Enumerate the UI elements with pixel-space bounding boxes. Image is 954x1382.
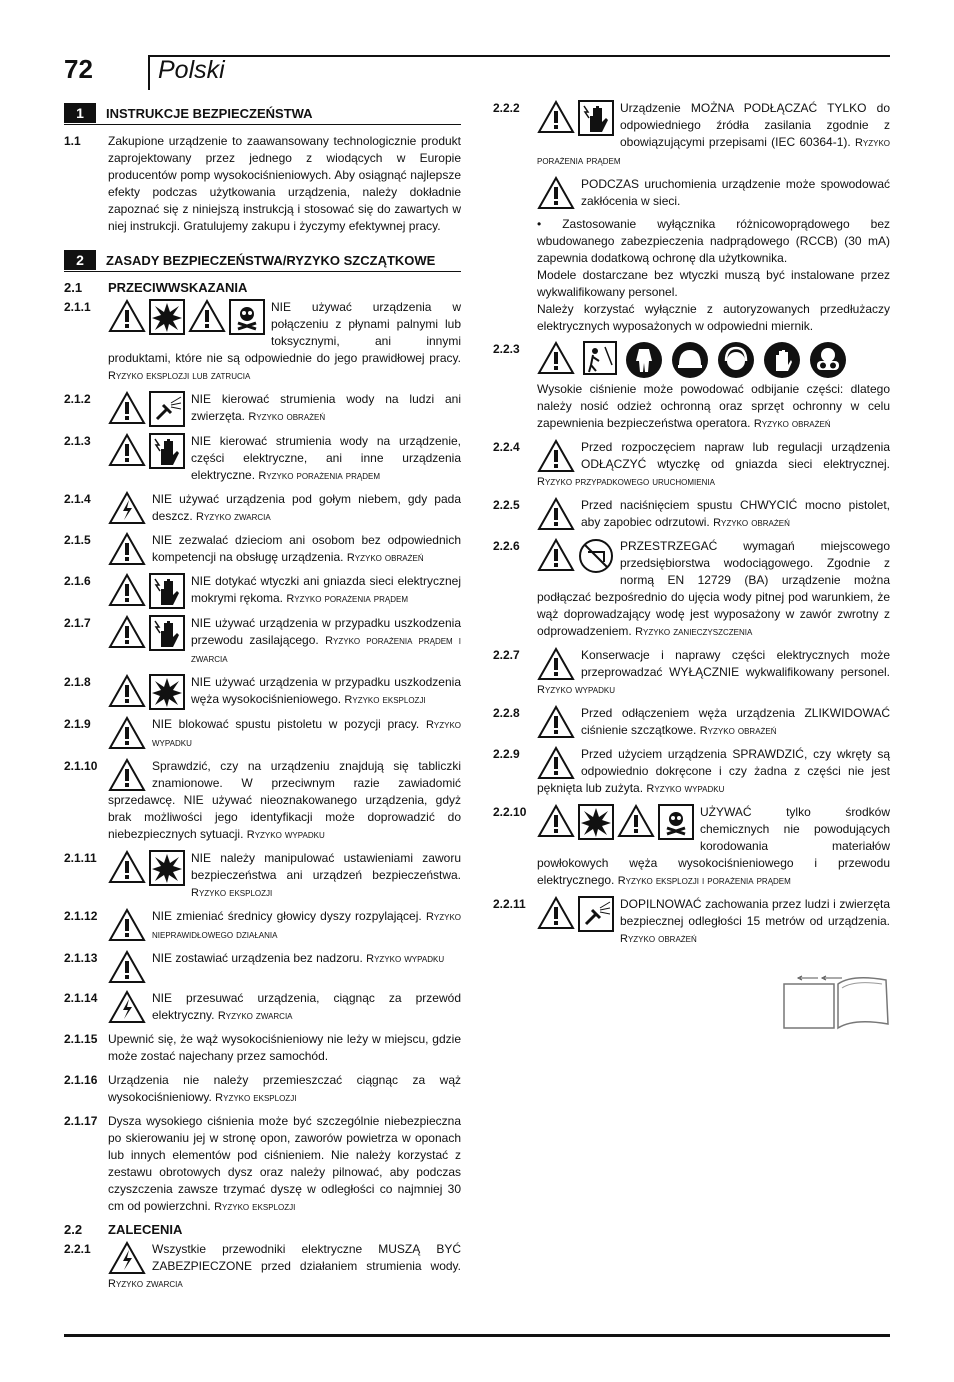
warning-icon (108, 391, 146, 425)
risk-label: Ryzyko eksplozji (191, 887, 273, 899)
item-2-1-7: 2.1.7 NIE używać urządzenia w przypadku uszkodzenia przewodu zasilającego. Ryzyko porażenia prądem i zwarcia (64, 616, 461, 665)
item-2-1-12: 2.1.12 NIE zmieniać średnicy głowicy dyszy rozpylającej. Ryzyko nieprawidłowego działania (64, 909, 461, 941)
rebound-icon (583, 341, 617, 375)
item-text: UŻYWAĆ tylko środków chemicznych nie powodujących korodowania materiałów powłokowych węża wysokociśnieniowego i przewodu elektrycznego. (537, 805, 890, 887)
explosion-icon (149, 299, 185, 335)
item-text: Konserwacje i naprawy części elektrycznych może przeprowadzać WYŁĄCZNIE wykwalifikowany personel. (581, 648, 890, 679)
warning-icon (108, 532, 146, 566)
header-rule (148, 55, 890, 57)
item-2-2-11: 2.2.11 DOPILNOWAĆ zachowania przez ludzi i zwierzęta bezpiecznej odległości 15 metrów od urządzenia. Ryzyko obrażeń (493, 897, 890, 945)
item-2-1-6: 2.1.6 NIE dotykać wtyczki ani gniazda sieci elektrycznej mokrymi rękoma. Ryzyko porażenia prądem (64, 573, 461, 609)
rccb-note: • Zastosowanie wyłącznika różnicowoprądowego bez wbudowanego zabezpieczenia nadprądowego (RCCB) (30 mA) zapewnia dodatkową ochronę dla użytkownika. (537, 217, 890, 265)
item-text: NIE kierować strumienia wody na ludzi ani zwierzęta. (191, 392, 461, 423)
warning-icons (108, 908, 146, 942)
item-text: Sprawdzić, czy na urządzeniu znajdują się tabliczki znamionowe. W przeciwnym razie zawiadomić sprzedawcę. NIE używać nieoznakowanego urządzenia, gdyż brak możliwości jego identyfikacji może doprowadzić do niebezpiecznych sytuacji. (108, 759, 461, 841)
extension-note: Należy korzystać wyłącznie z autoryzowanych przedłużaczy elektrycznych wyposażonych w odpowiedni miernik. (537, 302, 890, 333)
warning-icon (108, 908, 146, 942)
warning-icon (108, 433, 146, 467)
goggles-icon (809, 341, 847, 379)
item-text: NIE zostawiać urządzenia bez nadzoru. (152, 951, 363, 965)
risk-label: Ryzyko eksplozji (215, 1092, 297, 1104)
risk-label: Ryzyko zanieczyszczenia (635, 626, 753, 638)
subsection-2-1: 2.1 PRZECIWWSKAZANIA (64, 280, 248, 295)
item-text: NIE należy manipulować ustawieniami zaworu bezpieczeństwa ani urządzeń bezpieczeństwa. (191, 851, 461, 882)
item-text: NIE używać urządzenia w przypadku uszkodzenia przewodu zasilającego. (191, 616, 461, 647)
risk-label: Ryzyko obrażeń (346, 552, 424, 564)
warning-icon (537, 647, 575, 681)
item-text: Przed odłączeniem węża urządzenia ZLIKWIDOWAĆ ciśnienie szczątkowe. (581, 706, 890, 737)
warning-icon (537, 705, 575, 739)
no-backflow-icon (578, 538, 614, 574)
warning-icon (108, 950, 146, 984)
explosion-icon (149, 674, 185, 710)
risk-label: Ryzyko obrażeń (699, 725, 777, 737)
warning-icons (537, 896, 614, 932)
electric-warning-icon (108, 491, 146, 525)
page-number: 72 (64, 54, 93, 84)
item-2-2-10: 2.2.10 UŻYWAĆ tylko środków chemicznych nie powodujących korodowania materiałów powłokowych węża wysokociśnieniowego i przewodu elektrycznego. Ryzyko eksplozji i porażenia prądem (493, 805, 890, 887)
warning-icon (108, 758, 146, 792)
item-text: Przed użyciem urządzenia SPRAWDZIĆ, czy wkręty są odpowiednio dokręcone i czy żadna z części nie jest pęknięta lub zużyta. (537, 747, 890, 795)
item-2-1-16: 2.1.16 Urządzenia nie należy przemieszczać ciągnąc za wąż wysokociśnieniowy. Ryzyko eksplozji (64, 1073, 461, 1104)
electric-hand-icon (578, 100, 614, 136)
warning-icons (537, 705, 575, 739)
risk-label: Ryzyko porażenia prądem i zwarcia (191, 635, 461, 665)
item-2-1-17: 2.1.17 Dysza wysokiego ciśnienia może być szczególnie niebezpieczna po skierowaniu jej w stronę opon, zaworów powietrza w oponach lub innych elementów pod ciśnieniem. Nie należy korzystać z zestawu obrotowych dysz oraz należy pilnować, aby podczas czyszczenia zawsze trzymać dyszę w odległości co najmniej 30 cm od powierzchni. Ryzyko eksplozji (64, 1114, 461, 1213)
item-text: Przed rozpoczęciem napraw lub regulacji urządzenia ODŁĄCZYĆ wtyczkę od gniazda sieci elektrycznej. (581, 440, 890, 471)
risk-label: Ryzyko wypadku (152, 719, 462, 749)
warning-icons (108, 299, 265, 335)
item-2-1-14: 2.1.14 NIE przesuwać urządzenia, ciągnąc za przewód elektryczny. Ryzyko zwarcia (64, 991, 461, 1022)
item-2-1-5: 2.1.5 NIE zezwalać dzieciom ani osobom bez odpowiednich kompetencji na obsługę urządzenia. Ryzyko obrażeń (64, 533, 461, 564)
electric-warning-icon (108, 1241, 146, 1275)
item-2-1-4: 2.1.4 NIE używać urządzenia pod gołym niebem, gdy pada deszcz. Ryzyko zwarcia (64, 492, 461, 523)
warning-icons (108, 573, 185, 609)
warning-icons (108, 615, 185, 651)
left-column (64, 100, 461, 1299)
risk-label: Ryzyko obrażeń (248, 411, 326, 423)
risk-label: Ryzyko eksplozji i porażenia prądem (617, 875, 791, 887)
footer-rule (64, 1334, 890, 1337)
warning-icon (537, 746, 575, 780)
electric-hand-icon (149, 433, 185, 469)
risk-label: Ryzyko obrażeń (713, 517, 790, 529)
protective-suit-icon (625, 341, 663, 379)
item-text: NIE używać urządzenia w przypadku uszkodzenia węża wysokociśnieniowego. (191, 675, 461, 706)
ppe-icons (537, 341, 890, 379)
electric-hand-icon (149, 615, 185, 651)
warning-icon (537, 439, 575, 473)
item-text: NIE używać urządzenia w połączeniu z płynami palnymi lub toksycznymi, ani innymi produktami, które nie są odpowiednie do jego prawidłowej pracy. (108, 300, 461, 365)
risk-label: Ryzyko wypadku (537, 684, 615, 696)
warning-icons (108, 950, 146, 984)
recommendations-list-b (493, 439, 890, 948)
warning-icons (108, 491, 146, 525)
subsection-2-2: 2.2 ZALECENIA (64, 1222, 183, 1237)
risk-label: Ryzyko zwarcia (196, 511, 271, 523)
warning-icon (108, 299, 146, 333)
warning-icons (108, 990, 146, 1024)
item-2-1-3: 2.1.3 NIE kierować strumienia wody na urządzenie, części elektryczne, ani inne urządzenia elektryczne. Ryzyko porażenia prądem (64, 434, 461, 482)
item-text: Urządzenie MOŻNA PODŁĄCZAĆ TYLKO do odpowiedniego źródła zasilania zgodnie z obowiązującymi przepisami (IEC 60364-1). (620, 101, 890, 149)
item-text: PRZESTRZEGAĆ wymagań miejscowego przedsiębiorstwa wodociągowego. Zgodnie z normą EN 12729 (BA) urządzenie można podłączać bezpośrednio do ujęcia wody pitnej pod warunkiem, że wąż doprowadzający wodę jest wyposażony w zawór zwrotny z odprowadzeniem. (537, 539, 890, 638)
item-text: NIE blokować spustu pistoletu w pozycji pracy. (152, 717, 420, 731)
item-text: Urządzenia nie należy przemieszczać ciągnąc za wąż wysokociśnieniowy. (108, 1073, 461, 1104)
item-2-2-1: 2.2.1 Wszystkie przewodniki elektryczne MUSZĄ BYĆ ZABEZPIECZONE przed działaniem strumienia wody. Ryzyko zwarcia (64, 1242, 461, 1290)
item-text: NIE przesuwać urządzenia, ciągnąc za przewód elektryczny. (152, 991, 461, 1022)
language-title: Polski (158, 56, 225, 84)
item-2-1-8: 2.1.8 NIE używać urządzenia w przypadku uszkodzenia węża wysokociśnieniowego. Ryzyko eksplozji (64, 674, 461, 710)
risk-label: Ryzyko przypadkowego uruchomienia (537, 476, 715, 488)
item-2-1-10: 2.1.10 Sprawdzić, czy na urządzeniu znajdują się tabliczki znamionowe. W przeciwnym razie zawiadomić sprzedawcę. NIE używać nieoznakowanego urządzenia, gdyż brak możliwości jego identyfikacji może doprowadzić do niebezpiecznych sytuacji. Ryzyko wypadku (64, 759, 461, 841)
explosion-icon (578, 804, 614, 840)
electric-hand-icon (149, 573, 185, 609)
plug-note: Modele dostarczane bez wtyczki muszą być instalowane przez wykwalifikowany personel. (537, 268, 890, 299)
warning-icon (537, 896, 575, 930)
item-2-2-6: 2.2.6 PRZESTRZEGAĆ wymagań miejscowego przedsiębiorstwa wodociągowego. Zgodnie z normą EN 12729 (BA) urządzenie można podłączać bezpośrednio do ujęcia wody pitnej pod warunkiem, że wąż doprowadzający wodę jest wyposażony w zawór zwrotny z odprowadzeniem. Ryzyko zanieczyszczenia (493, 539, 890, 638)
item-text: NIE używać urządzenia pod gołym niebem, gdy pada deszcz. (152, 492, 461, 523)
warning-icons (108, 1241, 146, 1275)
item-2-1-1: 2.1.1 NIE używać urządzenia w połączeniu z płynami palnymi lub toksycznymi, ani innymi produktami, które nie są odpowiednie do jego prawidłowej pracy. Ryzyko eksplozji lub zatrucia (64, 300, 461, 382)
risk-label: Ryzyko zwarcia (217, 1010, 293, 1022)
item-2-2-2: 2.2.2 Urządzenie MOŻNA PODŁĄCZAĆ TYLKO do odpowiedniego źródła zasilania zgodnie z obowiązującymi przepisami (IEC 60364-1). Ryzyko porażenia prądem (493, 101, 890, 167)
item-text: NIE zmieniać średnicy głowicy dyszy rozpylającej. (152, 909, 422, 923)
item-1-1: 1.1 Zakupione urządzenie to zaawansowany technologicznie produkt zaprojektowany przez jednego z wiodących w Europie producentów pomp wysokociśnieniowych. Aby osiągnąć najlepsze efekty podczas użytkowania urządzenia, należy dokładnie zapoznać się z niniejszą instrukcją i stosować się do zawartych w niej instrukcji. Gratulujemy zakupu i życzymy efektywnej pracy. (64, 134, 461, 233)
warning-icon (108, 573, 146, 607)
warning-icon (537, 497, 575, 531)
warning-icons (108, 716, 146, 750)
risk-label: Ryzyko nieprawidłowego działania (152, 911, 461, 941)
section-2-heading: 2 ZASADY BEZPIECZEŃSTWA/RYZYKO SZCZĄTKOWE (64, 249, 461, 272)
item-text: DOPILNOWAĆ zachowania przez ludzi i zwierzęta bezpiecznej odległości 15 metrów od urządzenia. (620, 897, 890, 928)
warning-icons (537, 497, 575, 531)
warning-icons (108, 532, 146, 566)
warning-icons (537, 439, 575, 473)
item-2-1-9: 2.1.9 NIE blokować spustu pistoletu w pozycji pracy. Ryzyko wypadku (64, 717, 462, 749)
risk-label: Ryzyko eksplozji (344, 694, 426, 706)
header-divider (148, 56, 150, 90)
item-text: NIE zezwalać dzieciom ani osobom bez odpowiednich kompetencji na obsługę urządzenia. (152, 533, 461, 564)
warning-icons (108, 433, 185, 469)
warning-icons (537, 100, 614, 136)
risk-label: Ryzyko porażenia prądem (258, 470, 381, 482)
warning-icons (108, 391, 185, 427)
item-2-2-8: 2.2.8 Przed odłączeniem węża urządzenia ZLIKWIDOWAĆ ciśnienie szczątkowe. Ryzyko obrażeń (493, 706, 890, 737)
water-jet-person-icon (578, 896, 614, 932)
electric-warning-icon (108, 990, 146, 1024)
water-jet-person-icon (149, 391, 185, 427)
risk-label: Ryzyko wypadku (366, 953, 445, 965)
risk-label: Ryzyko eksplozji (214, 1201, 296, 1213)
warning-icon (617, 804, 655, 838)
read-manual-icon (782, 972, 892, 1030)
item-2-2-5: 2.2.5 Przed naciśnięciem spustu CHWYCIĆ mocno pistolet, aby zapobiec odrzutowi. Ryzyko obrażeń (493, 498, 890, 529)
explosion-icon (149, 850, 185, 886)
warning-icon (537, 804, 575, 838)
right-column (493, 100, 890, 954)
item-2-1-11: 2.1.11 NIE należy manipulować ustawieniami zaworu bezpieczeństwa ani urządzeń bezpieczeństwa. Ryzyko eksplozji (64, 851, 461, 899)
warning-icons (537, 746, 575, 780)
warning-icon (108, 615, 146, 649)
item-2-2-4: 2.2.4 Przed rozpoczęciem napraw lub regulacji urządzenia ODŁĄCZYĆ wtyczkę od gniazda sieci elektrycznej. Ryzyko przypadkowego uruchomienia (493, 440, 890, 488)
risk-label: Ryzyko wypadku (246, 829, 325, 841)
warning-icons (537, 647, 575, 681)
warning-icon (537, 341, 575, 375)
item-text: Dysza wysokiego ciśnienia może być szczególnie niebezpieczna po skierowaniu jej w stronę opon, zaworów powietrza w oponach lub innych elementów pod ciśnieniem. Nie należy korzystać z zestawu obrotowych dysz oraz należy pilnować, aby podczas czyszczenia zawsze trzymać dyszę w odległości co najmniej 30 cm od powierzchni. (108, 1114, 461, 1213)
risk-label: Ryzyko eksplozji lub zatrucia (108, 370, 251, 382)
recommendations-list-a (493, 100, 890, 170)
item-text: Przed naciśnięciem spustu CHWYCIĆ mocno pistolet, aby zapobiec odrzutowi. (581, 498, 890, 529)
item-2-1-13: 2.1.13 NIE zostawiać urządzenia bez nadzoru. Ryzyko wypadku (64, 950, 461, 984)
item-2-2-9: 2.2.9 Przed użyciem urządzenia SPRAWDZIĆ, czy wkręty są odpowiednio dokręcone i czy żadna z części nie jest pęknięta lub zużyta. Ryzyko wypadku (493, 747, 890, 795)
risk-label: Ryzyko wypadku (646, 783, 725, 795)
item-2-2-3: 2.2.3 Wysokie ciśnienie może powodować odbijanie części: dlatego należy nosić odzież ochronną oraz sprzęt ochronny w celu zapewnienia bezpieczeństwa operatora. Ryzyko obrażeń (493, 342, 890, 430)
warning-icons (108, 674, 185, 710)
toxic-icon (229, 299, 265, 335)
warning-icon (108, 850, 146, 884)
warning-icon (188, 299, 226, 333)
item-2-1-2: 2.1.2 NIE kierować strumienia wody na ludzi ani zwierzęta. Ryzyko obrażeń (64, 391, 461, 427)
item-text: Upewnić się, że wąż wysokociśnieniowy nie leży w miejscu, gdzie może zostać najechany przez samochód. (108, 1032, 461, 1063)
item-2-1-15: 2.1.15 Upewnić się, że wąż wysokociśnieniowy nie leży w miejscu, gdzie może zostać najechany przez samochód. (64, 1032, 461, 1063)
warning-icons (108, 850, 185, 886)
toxic-icon (658, 804, 694, 840)
item-text: NIE kierować strumienia wody na urządzenie, części elektryczne, ani inne urządzenia elektryczne. (191, 434, 461, 482)
item-2-2-2-note: PODCZAS uruchomienia urządzenie może spowodować zakłócenia w sieci. (493, 176, 890, 210)
warning-icon (537, 176, 575, 210)
warning-icons (537, 804, 694, 840)
risk-label: Ryzyko obrażeń (620, 933, 697, 945)
warning-icons (537, 538, 614, 574)
risk-label: Ryzyko porażenia prądem (537, 137, 890, 167)
warning-icon (537, 100, 575, 134)
warning-icon (537, 538, 575, 572)
ear-protection-icon (717, 341, 755, 379)
section-1-heading: 1 INSTRUKCJE BEZPIECZEŃSTWA (64, 102, 461, 125)
helmet-icon (671, 341, 709, 379)
warning-icons (108, 758, 146, 792)
risk-label: Ryzyko porażenia prądem (286, 593, 408, 605)
item-2-2-7: 2.2.7 Konserwacje i naprawy części elektrycznych może przeprowadzać WYŁĄCZNIE wykwalifikowany personel. Ryzyko wypadku (493, 648, 890, 696)
item-text: NIE dotykać wtyczki ani gniazda sieci elektrycznej mokrymi rękoma. (191, 574, 461, 605)
contraindications-list (64, 299, 461, 1216)
warning-icon (108, 674, 146, 708)
gloves-icon (763, 341, 801, 379)
warning-icon (108, 716, 146, 750)
